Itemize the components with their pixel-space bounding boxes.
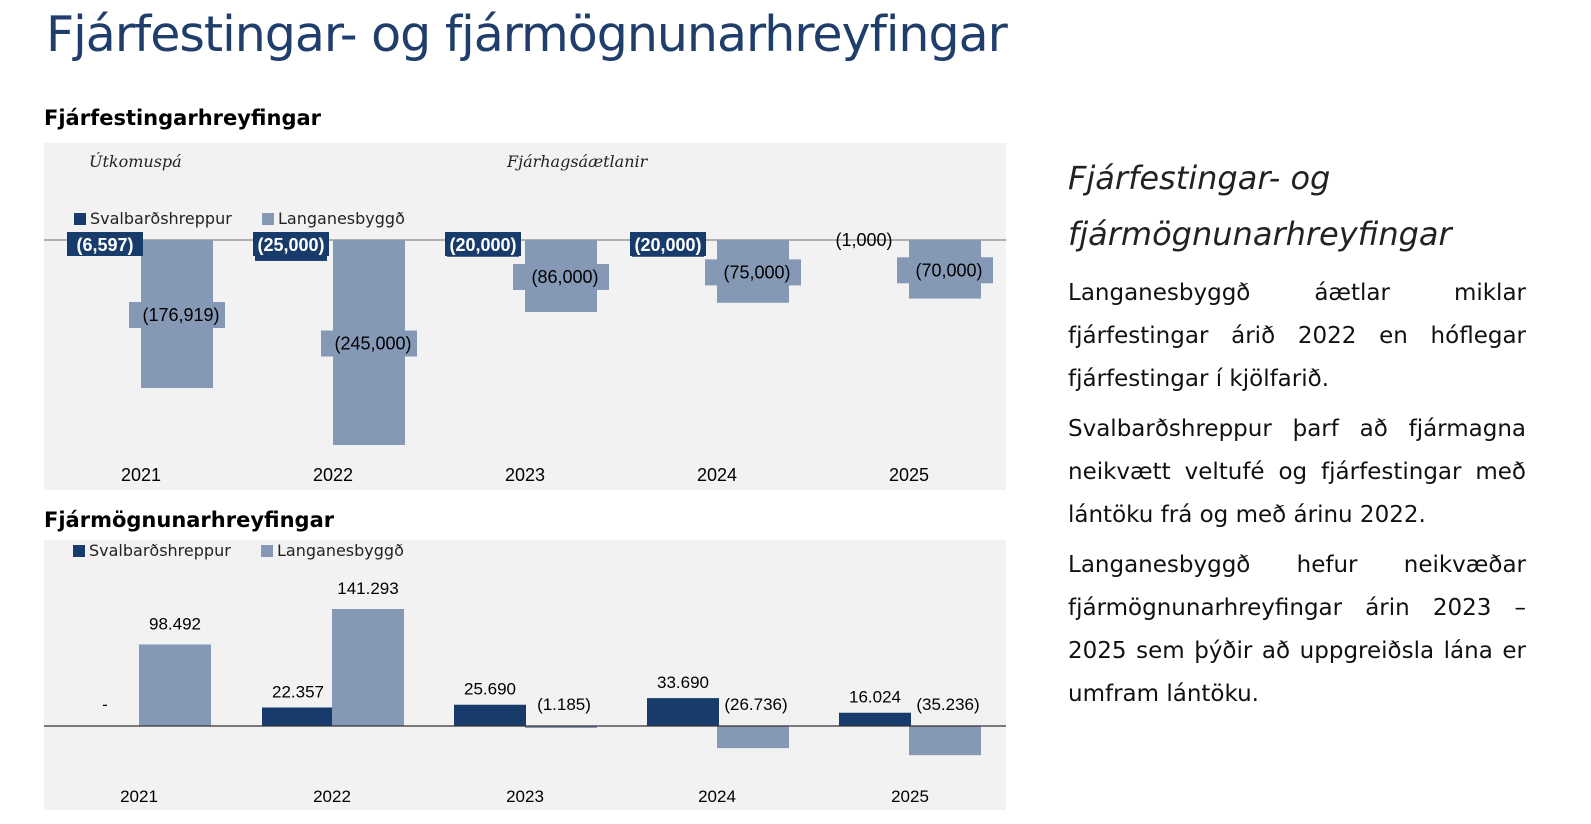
data-label-langanes-2022: 141.293 xyxy=(337,579,399,598)
data-label-langanes-2022: (245,000) xyxy=(334,333,412,354)
data-label-svalbard-2021: - xyxy=(102,695,108,714)
chart1-title: Fjárfestingarhreyfingar xyxy=(44,106,322,130)
legend-label-langanes: Langanesbyggð xyxy=(278,209,405,228)
data-label-svalbard-2024: (20,000) xyxy=(634,235,702,255)
chart2-title: Fjármögnunarhreyfingar xyxy=(44,508,335,532)
annotation-budget: Fjárhagsáætlanir xyxy=(507,152,648,171)
data-label-langanes-2023: (86,000) xyxy=(531,266,599,287)
commentary-paragraph-2: Svalbarðshreppur þarf að fjármagna neikvætt veltufé og fjárfestingar með lántöku frá og með árinu 2022. xyxy=(1068,416,1526,528)
legend-label-svalbard: Svalbarðshreppur xyxy=(90,209,232,228)
data-label-langanes-2024: (26.736) xyxy=(724,695,788,714)
bar-langanes-2024 xyxy=(717,726,789,748)
legend-swatch-svalbard xyxy=(73,545,85,557)
data-label-svalbard-2025: 16.024 xyxy=(849,687,901,707)
tick-label-2025: 2025 xyxy=(891,787,929,806)
data-label-svalbard-2022: 22.357 xyxy=(272,682,324,702)
data-label-langanes-2021: 98.492 xyxy=(149,614,201,634)
tick-label-2024: 2024 xyxy=(698,787,736,806)
bar-langanes-2025 xyxy=(909,726,981,755)
investment-chart xyxy=(44,143,1006,490)
commentary-paragraph-1: Langanesbyggð áætlar miklar fjárfestingar árið 2022 en hóflegar fjárfestingar í kjölfarið. xyxy=(1068,280,1526,392)
data-label-langanes-2021: (176,919) xyxy=(142,305,220,326)
bar-langanes-2022 xyxy=(332,609,404,726)
data-label-langanes-2023: (1.185) xyxy=(537,695,591,714)
annotation-outcome: Útkomuspá xyxy=(89,152,182,171)
commentary xyxy=(1068,150,1526,723)
data-label-svalbard-2023: 25.690 xyxy=(464,679,516,699)
investment-chart-svg xyxy=(44,143,1006,490)
data-label-langanes-2025: (70,000) xyxy=(915,260,983,281)
data-label-svalbard-2025: (1,000) xyxy=(835,230,893,250)
tick-label-2023: 2023 xyxy=(504,465,546,485)
tick-label-2023: 2023 xyxy=(506,787,544,806)
legend-swatch-langanes xyxy=(261,545,273,557)
legend-label-langanes: Langanesbyggð xyxy=(277,541,404,560)
data-label-svalbard-2021: (6,597) xyxy=(76,235,134,255)
tick-label-2022: 2022 xyxy=(312,465,354,485)
financing-chart xyxy=(44,540,1006,810)
bar-svalbard-2024 xyxy=(647,698,719,726)
data-label-svalbard-2024: 33.690 xyxy=(657,673,709,693)
data-label-svalbard-2023: (20,000) xyxy=(449,235,517,255)
tick-label-2021: 2021 xyxy=(120,787,158,806)
data-label-svalbard-2022: (25,000) xyxy=(257,235,325,255)
legend-label-svalbard: Svalbarðshreppur xyxy=(89,541,231,560)
financing-chart-svg xyxy=(44,540,1006,810)
commentary-heading: Fjárfestingar- og fjármögnunarhreyfingar xyxy=(1068,159,1452,253)
tick-label-2021: 2021 xyxy=(120,465,162,485)
legend-swatch-svalbard xyxy=(74,213,86,225)
commentary-paragraph-3: Langanesbyggð hefur neikvæðar fjármögnunarhreyfingar árin 2023 – 2025 sem þýðir að uppgreiðsla lána er umfram lántöku. xyxy=(1068,552,1526,707)
data-label-langanes-2024: (75,000) xyxy=(723,262,791,283)
bar-langanes-2021 xyxy=(139,644,211,726)
tick-label-2024: 2024 xyxy=(696,465,738,485)
bar-svalbard-2022 xyxy=(262,707,334,726)
tick-label-2025: 2025 xyxy=(888,465,930,485)
legend-swatch-langanes xyxy=(262,213,274,225)
page-title: Fjárfestingar- og fjármögnunarhreyfingar xyxy=(46,6,1007,63)
bar-svalbard-2023 xyxy=(454,705,526,726)
bar-svalbard-2025 xyxy=(839,713,911,726)
data-label-langanes-2025: (35.236) xyxy=(916,695,980,714)
tick-label-2022: 2022 xyxy=(313,787,351,806)
